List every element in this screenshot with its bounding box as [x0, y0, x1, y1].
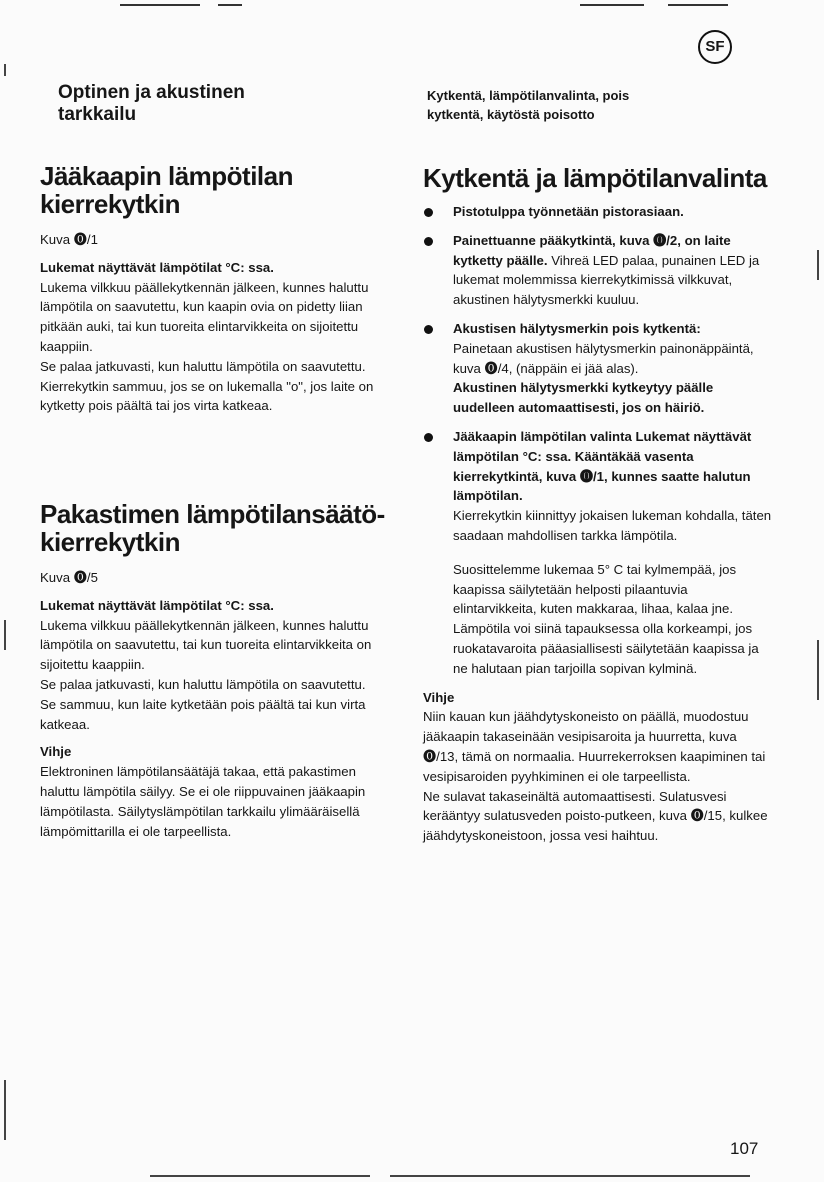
- fridge-figure-ref: Kuva ⓿/1: [40, 232, 98, 247]
- margin-mark: [4, 1080, 6, 1140]
- freezer-figure-ref: Kuva ⓿/5: [40, 570, 98, 585]
- left-header-line2: tarkkailu: [58, 104, 137, 125]
- power-on-details: Vihreä LED palaa, punainen LED ja lukemat molemmissa kierrekytkimissä vilkkuvat, akustinen hälytysmerkki kuuluu.: [453, 252, 760, 308]
- power-on-instruction: Painettuanne pääkytkintä, kuva ⓿/2, on laite kytketty päälle.: [453, 232, 731, 268]
- freezer-lead: Lukemat näyttävät lämpötilat °C: ssa.: [40, 597, 274, 613]
- freezer-p3: Se sammuu, kun laite kytketään pois päältä tai kun virta katkeaa.: [40, 696, 366, 732]
- plug-instruction: Pistotulppa työnnetään pistorasiaan.: [453, 204, 684, 219]
- list-item: [423, 427, 773, 679]
- margin-mark: [817, 250, 819, 280]
- top-edge-line: [120, 4, 200, 6]
- instruction-list: [423, 202, 773, 679]
- margin-mark: [4, 64, 6, 76]
- left-header: [58, 82, 245, 126]
- list-item: [423, 319, 773, 418]
- left-header-line1: Optinen ja akustinen: [58, 82, 245, 103]
- bottom-edge-line: [390, 1175, 750, 1177]
- fridge-temp-selection: Jääkaapin lämpötilan valinta Lukemat näyttävät lämpötilan °C: ssa. Kääntäkää vasenta kierrekytkintä, kuva ⓿/1, kunnes saatte halutun lämpötilan.: [453, 428, 752, 504]
- freezer-p2: Se palaa jatkuvasti, kun haluttu lämpötila on saavutettu.: [40, 676, 366, 692]
- right-tip: Niin kauan kun jäähdytyskoneisto on päällä, muodostuu jääkaapin takaseinään vesipisaroita ja huurretta, kuva ⓿/13, tämä on normaalia. Huurrekerroksen kaapiminen tai vesipisaroiden pyyhkiminen ei ole tarpeellista.: [423, 709, 766, 784]
- fridge-title-line1: Jääkaapin lämpötilan: [40, 161, 293, 191]
- fridge-p2: Se palaa jatkuvasti, kun haluttu lämpötila on saavutettu.: [40, 358, 366, 374]
- fridge-lead: Lukemat näyttävät lämpötilat °C: ssa.: [40, 259, 274, 275]
- alarm-off-details: Painetaan akustisen hälytysmerkin painonäppäintä, kuva ⓿/4, (näppäin ei jää alas).: [453, 340, 754, 376]
- fridge-temp-recommendation: Suosittelemme lukemaa 5° C tai kylmempää, jos kaapissa säilytetään helposti pilaantuvia elintarvikkeita, kuten makkaraa, lihaa, kalaa jne. Lämpötila voi siinä tapauksessa olla korkeampi, jos ruokatavaroita pääasiallisesti säilytetään kaapissa ja ne halutaan pian tarjoilla sopivan kylminä.: [453, 561, 759, 676]
- switching-title: Kytkentä ja lämpötilanvalinta: [423, 163, 767, 193]
- alarm-off-heading: Akustisen hälytysmerkin pois kytkentä:: [453, 320, 701, 336]
- fridge-p1: Lukema vilkkuu päällekytkennän jälkeen, kunnes haluttu lämpötila on saavutettu, kun kaapin ovia on pidetty liian pitkään auki, tai kun tuoreita elintarvikkeita on sijoitettu kaappiin.: [40, 279, 369, 354]
- top-edge-line: [668, 4, 728, 6]
- right-header-line1: Kytkentä, lämpötilanvalinta, pois: [427, 88, 630, 103]
- language-badge: SF: [698, 30, 732, 64]
- page-number: 107: [730, 1139, 759, 1158]
- list-item: [423, 202, 773, 222]
- right-tip2: Ne sulavat takaseinältä automaattisesti. Sulatusvesi kerääntyy sulatusveden poisto-putkeen, kuva ⓿/15, kulkee jäähdytyskoneistoon, jossa vesi haihtuu.: [423, 788, 768, 844]
- top-edge-line: [218, 4, 242, 6]
- freezer-p1: Lukema vilkkuu päällekytkennän jälkeen, kunnes haluttu lämpötila on saavutettu, tai kun tuoreita elintarvikkeita on sijoitettu kaappiin.: [40, 617, 372, 673]
- margin-mark: [4, 620, 6, 650]
- freezer-tip-title: Vihje: [40, 744, 72, 760]
- margin-mark: [817, 640, 819, 700]
- switching-section: [423, 164, 773, 846]
- right-tip-title: Vihje: [423, 689, 455, 705]
- freezer-section: [40, 500, 385, 841]
- right-header-line2: kytkentä, käytöstä poisotto: [427, 107, 595, 122]
- fridge-section: [40, 162, 385, 416]
- fridge-temp-details: Kierrekytkin kiinnittyy jokaisen lukeman kohdalla, täten saadaan mahdollisen tarkka lämpötila.: [453, 508, 772, 543]
- right-header: [427, 86, 629, 124]
- freezer-title-line1: Pakastimen lämpötilansäätö-: [40, 499, 385, 529]
- fridge-title-line2: kierrekytkin: [40, 189, 180, 219]
- top-edge-line: [580, 4, 644, 6]
- freezer-title-line2: kierrekytkin: [40, 527, 180, 557]
- bottom-edge-line: [150, 1175, 370, 1177]
- list-item: [423, 231, 773, 310]
- fridge-p3: Kierrekytkin sammuu, jos se on lukemalla "o", jos laite on kytketty pois päältä tai jos virta katkeaa.: [40, 378, 374, 414]
- freezer-tip: Elektroninen lämpötilansäätäjä takaa, että pakastimen haluttu lämpötila säilyy. Se ei ole riippuvainen jääkaapin lämpötilasta. Säilytyslämpötilan tarkkailu ylimääräisellä lämpömittarilla ei ole tarpeellista.: [40, 764, 366, 839]
- alarm-reactivation-note: Akustinen hälytysmerkki kytkeytyy päälle uudelleen automaattisesti, jos on häiriö.: [453, 380, 714, 416]
